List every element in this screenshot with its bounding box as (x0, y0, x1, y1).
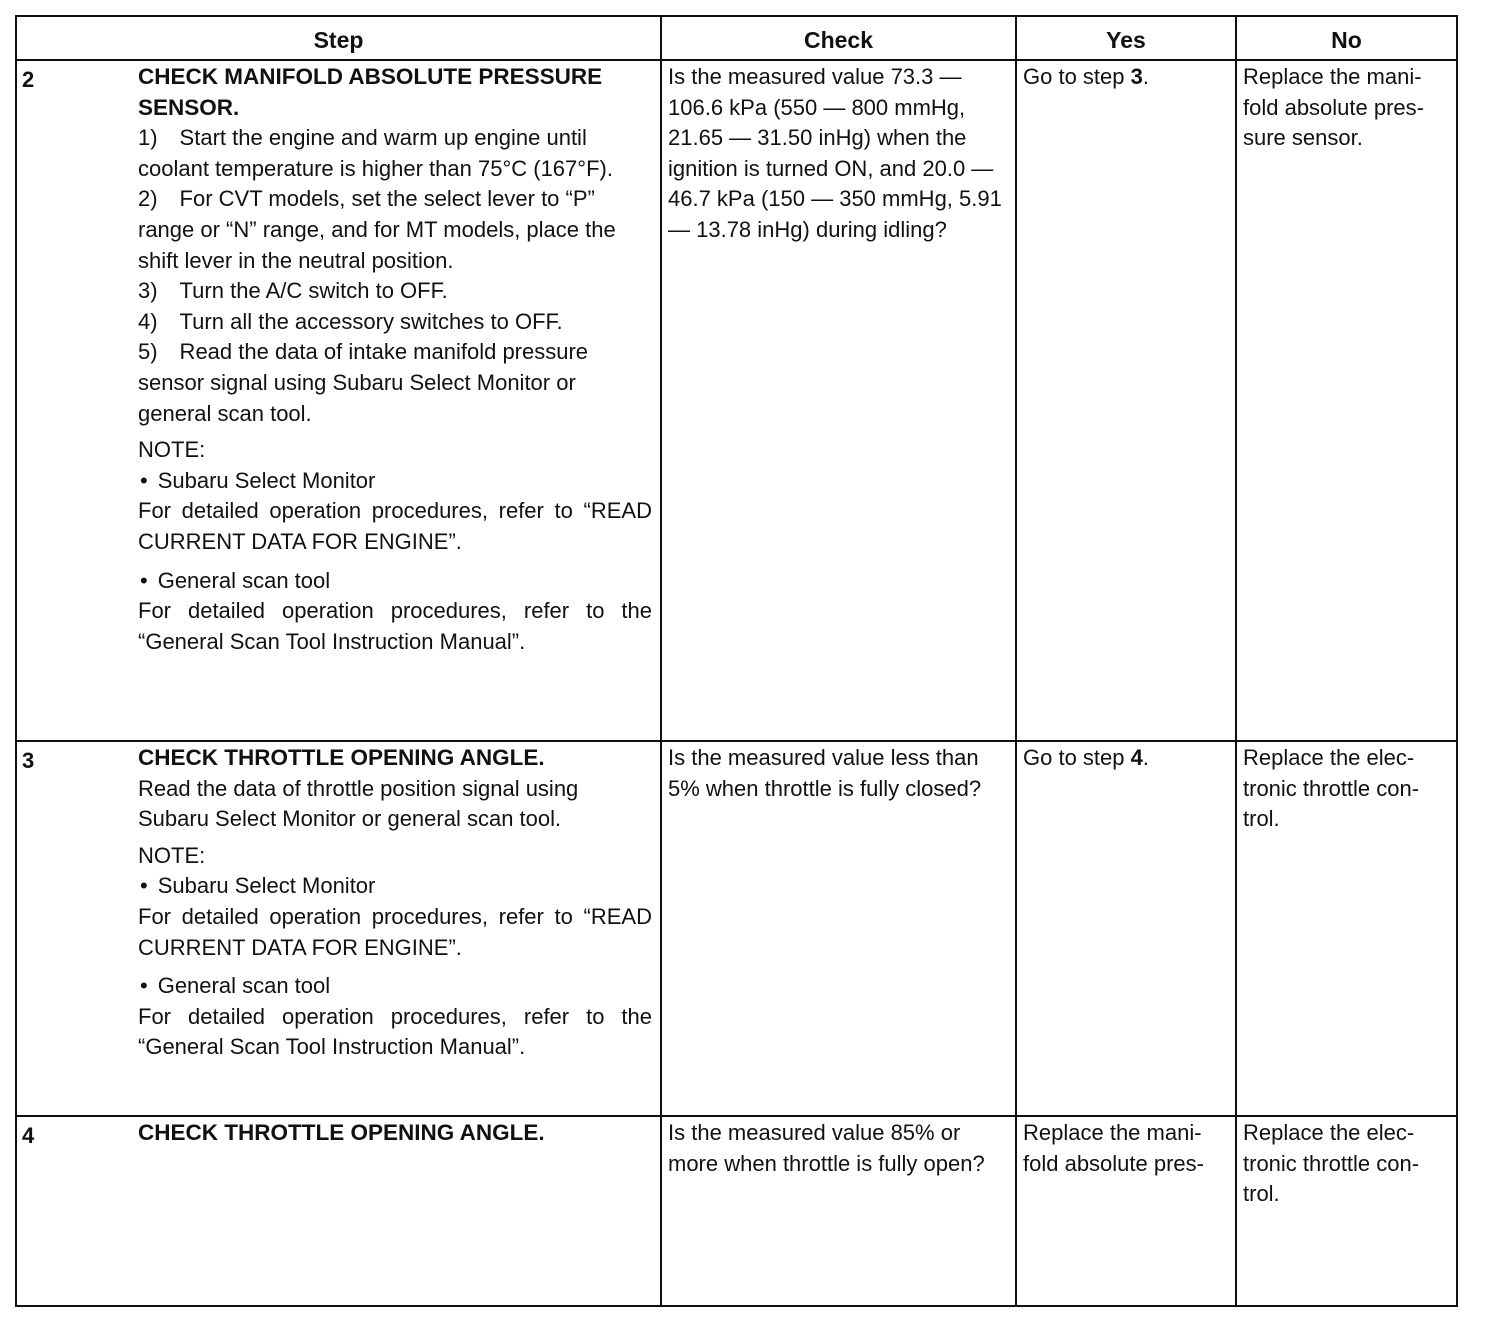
note-text: For detailed operation procedures, refer to the “General Scan Tool Instruction Manual”. (138, 598, 652, 654)
check-cell: Is the measured value 73.3 — 106.6 kPa (550 — 800 mmHg, 21.65 — 31.50 inHg) when the ignition is turned ON, and 20.0 — 46.7 kPa (150 — 350 mmHg, 5.91 — 13.78 inHg) during idling? (661, 60, 1016, 741)
step-title: CHECK THROTTLE OPENING ANGLE. (138, 1120, 545, 1145)
table-row (16, 741, 1457, 1116)
step-title: CHECK MANIFOLD ABSOLUTE PRESSURE SENSOR. (138, 64, 603, 120)
note-bullet: • General scan tool (138, 971, 652, 1002)
no-cell: Replace the elec-tronic throttle con-trol. (1236, 741, 1457, 1116)
yes-prefix: Go to step (1023, 745, 1131, 770)
header-no: No (1236, 16, 1457, 60)
note-text: For detailed operation procedures, refer to “READ CURRENT DATA FOR ENGINE”. (138, 498, 652, 554)
header-yes: Yes (1016, 16, 1236, 60)
procedure-item: 5) Read the data of intake manifold pressure sensor signal using Subaru Select Monitor or general scan tool. (138, 339, 589, 426)
note-label: NOTE: (138, 842, 206, 868)
yes-suffix: . (1142, 745, 1149, 770)
note-text: For detailed operation procedures, refer to the “General Scan Tool Instruction Manual”. (138, 1003, 652, 1060)
step-description (138, 60, 661, 741)
procedure-text: Read the data of throttle position signal using Subaru Select Monitor or general scan tool. (138, 775, 579, 832)
note-bullet: • Subaru Select Monitor (138, 466, 652, 497)
yes-step-link[interactable]: 4 (1130, 745, 1143, 770)
yes-cell: Replace the mani-fold absolute pres- (1016, 1116, 1236, 1306)
check-cell: Is the measured value 85% or more when throttle is fully open? (661, 1116, 1016, 1306)
check-cell: Is the measured value less than 5% when throttle is fully closed? (661, 741, 1016, 1116)
note-bullet: • General scan tool (138, 566, 652, 597)
yes-cell (1016, 60, 1236, 741)
header-step: Step (16, 16, 661, 60)
table-row (16, 1116, 1457, 1306)
yes-step-link[interactable]: 3 (1130, 64, 1143, 89)
no-cell: Replace the mani-fold absolute pres-sure sensor. (1236, 60, 1457, 741)
step-number: 3 (16, 741, 138, 1116)
no-cell: Replace the elec-tronic throttle con-trol. (1236, 1116, 1457, 1306)
step-description (138, 741, 661, 1116)
step-description (138, 1116, 661, 1306)
table-row (16, 60, 1457, 741)
yes-cell (1016, 741, 1236, 1116)
step-title: CHECK THROTTLE OPENING ANGLE. (138, 745, 545, 770)
procedure-item: 4) Turn all the accessory switches to OFF. (138, 308, 563, 334)
step-number: 4 (16, 1116, 138, 1306)
diagnostic-table (15, 15, 1458, 1307)
procedure-item: 2) For CVT models, set the select lever to “P” range or “N” range, and for MT models, place the shift lever in the neutral position. (138, 186, 616, 273)
note-label: NOTE: (138, 437, 206, 463)
yes-prefix: Go to step (1023, 64, 1131, 89)
note-text: For detailed operation procedures, refer to “READ CURRENT DATA FOR ENGINE”. (138, 903, 652, 960)
procedure-item: 1) Start the engine and warm up engine until coolant temperature is higher than 75°C (167°F). (138, 125, 613, 181)
yes-suffix: . (1142, 64, 1149, 89)
procedure-item: 3) Turn the A/C switch to OFF. (138, 278, 448, 304)
step-number: 2 (16, 60, 138, 741)
note-bullet: • Subaru Select Monitor (138, 871, 652, 902)
header-check: Check (661, 16, 1016, 60)
header-row (16, 16, 1457, 60)
